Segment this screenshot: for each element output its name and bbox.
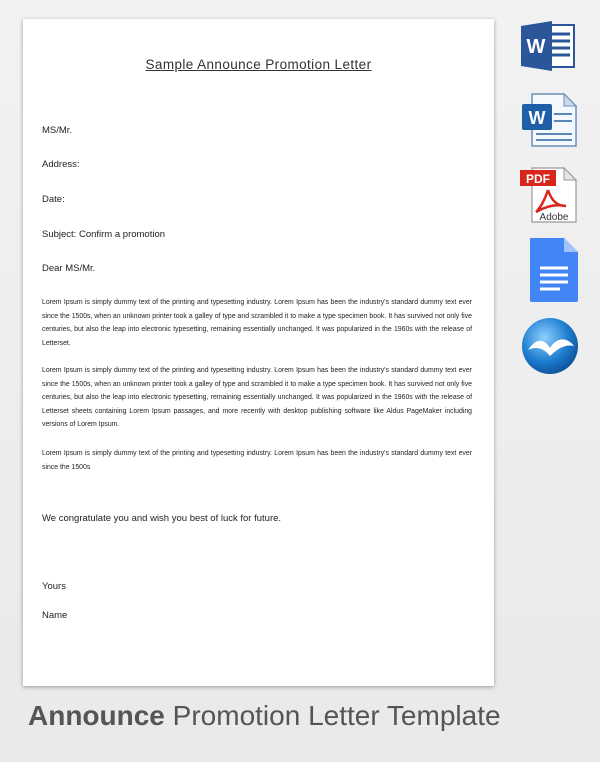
- letter-title: Sample Announce Promotion Letter: [145, 57, 372, 72]
- salutation-line: MS/Mr.: [42, 125, 73, 136]
- letter-page: [23, 19, 494, 686]
- footer-title: [28, 700, 588, 732]
- signature-name: Name: [42, 610, 68, 621]
- openoffice-icon[interactable]: [520, 316, 580, 376]
- body-paragraph-2: Lorem Ipsum is simply dummy text of the printing and typesetting industry. Lorem Ipsum has been the industry's standard dummy text ever since the 1500s, when an unknown printer took a galley of type and scrambled it to make a type specimen book. It has survived not only five centuries, but also the leap into electronic typesetting, remaining essentially unchanged. It was popularized in the 1960s with the release of Letterset sheets containing Lorem Ipsum passages, and more recently with desktop publishing software like Aldus PageMaker including versions of Lorem Ipsum.: [42, 367, 472, 428]
- footer-title-strong: Announce: [28, 700, 165, 731]
- pdf-icon[interactable]: [518, 166, 578, 224]
- sign-off: Yours: [42, 581, 66, 592]
- greeting-line: Dear MS/Mr.: [42, 263, 96, 274]
- word-doc-icon[interactable]: [520, 92, 578, 148]
- google-docs-icon[interactable]: [526, 236, 580, 304]
- footer-title-rest: Promotion Letter Template: [164, 700, 501, 731]
- subject-line: Subject: Confirm a promotion: [42, 229, 166, 240]
- body-paragraph-1: Lorem Ipsum is simply dummy text of the printing and typesetting industry. Lorem Ipsum has been the industry's standard dummy text ever since the 1500s, when an unknown printer took a galley of type and scrambled it to make a type specimen book. It has survived not only five centuries, but also the leap into electronic typesetting, remaining essentially unchanged. It was popularized in the 1960s with the release of Letterset.: [42, 299, 472, 347]
- word-2013-icon[interactable]: [518, 20, 578, 72]
- pdf-badge-text: PDF: [526, 172, 550, 186]
- address-label: Address:: [42, 159, 80, 170]
- adobe-label: Adobe: [539, 212, 569, 223]
- svg-text:W: W: [528, 108, 546, 128]
- svg-text:W: W: [526, 36, 546, 58]
- congratulation-line: We congratulate you and wish you best of luck for future.: [42, 513, 282, 524]
- date-label: Date:: [42, 194, 65, 205]
- body-paragraph-3: Lorem Ipsum is simply dummy text of the printing and typesetting industry. Lorem Ipsum has been the industry's standard dummy text ever since the 1500s: [42, 450, 472, 471]
